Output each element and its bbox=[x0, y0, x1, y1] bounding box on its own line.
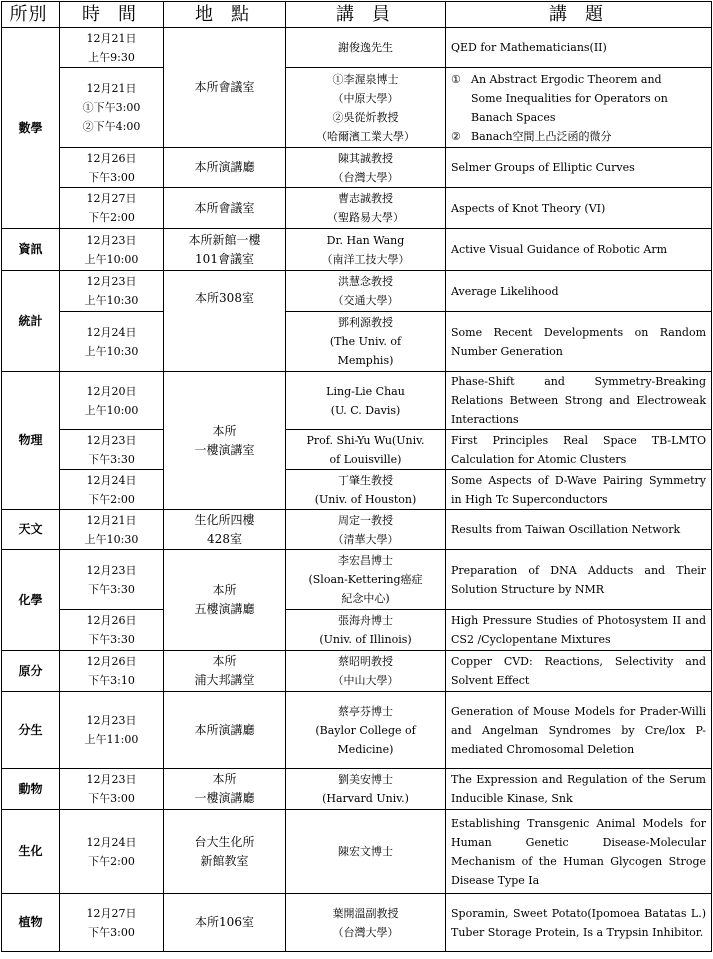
institute-cell: 生化 bbox=[2, 810, 60, 894]
institute-cell: 天文 bbox=[2, 510, 60, 550]
topic-cell: Generation of Mouse Models for Prader-Willi and Angelman Syndromes by Cre/lox P-mediated Chromosomal Deletion bbox=[446, 692, 712, 769]
time-cell: 12月23日 上午10:00 bbox=[60, 229, 164, 271]
topic-cell: QED for Mathematicians(II) bbox=[446, 28, 712, 68]
table-row bbox=[2, 312, 712, 372]
time-cell: 12月26日 下午3:30 bbox=[60, 610, 164, 651]
institute-cell: 統計 bbox=[2, 271, 60, 372]
topic-cell: Average Likelihood bbox=[446, 271, 712, 312]
speaker-cell: 蔡亭芬博士 (Baylor College of Medicine) bbox=[286, 692, 446, 769]
topic-cell: Results from Taiwan Oscillation Network bbox=[446, 510, 712, 550]
time-cell: 12月21日 上午10:30 bbox=[60, 510, 164, 550]
speaker-cell: 張海舟博士 (Univ. of Illinois) bbox=[286, 610, 446, 651]
topic-cell: Copper CVD: Reactions, Selectivity and Solvent Effect bbox=[446, 651, 712, 692]
table-row bbox=[2, 769, 712, 810]
institute-cell: 資訊 bbox=[2, 229, 60, 271]
place-cell: 本所演講廳 bbox=[164, 148, 286, 188]
table-row bbox=[2, 68, 712, 148]
place-cell: 本所新館一樓 101會議室 bbox=[164, 229, 286, 271]
table-row bbox=[2, 28, 712, 68]
institute-cell: 原分 bbox=[2, 651, 60, 692]
time-cell: 12月23日 下午3:00 bbox=[60, 769, 164, 810]
time-cell: 12月20日 上午10:00 bbox=[60, 372, 164, 430]
table-row bbox=[2, 550, 712, 610]
place-cell: 本所 一樓演講室 bbox=[164, 372, 286, 510]
speaker-cell: 丁肇生教授 (Univ. of Houston) bbox=[286, 470, 446, 510]
topic-cell: Some Recent Developments on Random Number Generation bbox=[446, 312, 712, 372]
table-row bbox=[2, 470, 712, 510]
time-cell: 12月27日 下午2:00 bbox=[60, 188, 164, 229]
time-cell: 12月23日 上午10:30 bbox=[60, 271, 164, 312]
topic-cell bbox=[446, 68, 712, 148]
speaker-cell: 陳其誠教授 （台灣大學） bbox=[286, 148, 446, 188]
header-topic: 講題 bbox=[446, 2, 712, 28]
time-cell: 12月24日 下午2:00 bbox=[60, 470, 164, 510]
topic-cell: High Pressure Studies of Photosystem II and CS2 /Cyclopentane Mixtures bbox=[446, 610, 712, 651]
topic-cell: Active Visual Guidance of Robotic Arm bbox=[446, 229, 712, 271]
time-cell: 12月24日 下午2:00 bbox=[60, 810, 164, 894]
institute-cell: 數學 bbox=[2, 28, 60, 229]
topic-item: ① An Abstract Ergodic Theorem and bbox=[451, 72, 662, 86]
table-row bbox=[2, 430, 712, 470]
institute-cell: 物理 bbox=[2, 372, 60, 510]
topic-cell: The Expression and Regulation of the Serum Inducible Kinase, Snk bbox=[446, 769, 712, 810]
table-row bbox=[2, 651, 712, 692]
topic-item-line: Banach Spaces bbox=[471, 110, 556, 124]
table-row bbox=[2, 372, 712, 430]
time-cell: 12月21日 上午9:30 bbox=[60, 28, 164, 68]
institute-cell: 化學 bbox=[2, 550, 60, 651]
speaker-cell: Dr. Han Wang （南洋工技大學） bbox=[286, 229, 446, 271]
topic-cell: Establishing Transgenic Animal Models for Human Genetic Disease-Molecular Mechanism of the Human Glycogen Stroge Disease Type Ia bbox=[446, 810, 712, 894]
time-cell: 12月24日 上午10:30 bbox=[60, 312, 164, 372]
time-cell: 12月27日 下午3:00 bbox=[60, 894, 164, 952]
place-cell: 本所演講廳 bbox=[164, 692, 286, 769]
speaker-cell: Ling-Lie Chau (U. C. Davis) bbox=[286, 372, 446, 430]
speaker-cell: 葉開溫副教授 （台灣大學） bbox=[286, 894, 446, 952]
topic-cell: Sporamin, Sweet Potato(Ipomoea Batatas L.) Tuber Storage Protein, Is a Trypsin Inhibitor. bbox=[446, 894, 712, 952]
time-cell: 12月23日 下午3:30 bbox=[60, 550, 164, 610]
speaker-cell: 周定一教授 （清華大學） bbox=[286, 510, 446, 550]
place-cell: 生化所四樓 428室 bbox=[164, 510, 286, 550]
table-row bbox=[2, 229, 712, 271]
speaker-cell: 謝俊逸先生 bbox=[286, 28, 446, 68]
topic-cell: Some Aspects of D-Wave Pairing Symmetry in High Tc Superconductors bbox=[446, 470, 712, 510]
institute-cell: 植物 bbox=[2, 894, 60, 952]
speaker-cell: 蔡昭明教授 （中山大學） bbox=[286, 651, 446, 692]
speaker-cell: 鄧利源教授 (The Univ. of Memphis) bbox=[286, 312, 446, 372]
topic-cell: Selmer Groups of Elliptic Curves bbox=[446, 148, 712, 188]
header-row bbox=[2, 2, 712, 28]
table-row bbox=[2, 148, 712, 188]
place-cell: 本所 一樓演講廳 bbox=[164, 769, 286, 810]
place-cell: 本所 五樓演講廳 bbox=[164, 550, 286, 651]
topic-item-line: Some Inequalities for Operators on bbox=[471, 91, 668, 105]
table-row bbox=[2, 810, 712, 894]
topic-cell: Phase-Shift and Symmetry-Breaking Relations Between Strong and Electroweak Interactions bbox=[446, 372, 712, 430]
speaker-cell: Prof. Shi-Yu Wu(Univ. of Louisville) bbox=[286, 430, 446, 470]
header-place: 地點 bbox=[164, 2, 286, 28]
seminar-schedule-table bbox=[1, 1, 712, 952]
table-row bbox=[2, 510, 712, 550]
time-cell: 12月26日 下午3:10 bbox=[60, 651, 164, 692]
speaker-cell: 陳宏文博士 bbox=[286, 810, 446, 894]
place-cell: 本所會議室 bbox=[164, 28, 286, 148]
speaker-cell: 劉美安博士 (Harvard Univ.) bbox=[286, 769, 446, 810]
speaker-cell: 洪慧念教授 （交通大學） bbox=[286, 271, 446, 312]
table-row bbox=[2, 188, 712, 229]
place-cell: 本所308室 bbox=[164, 271, 286, 372]
speaker-cell: 曹志誠教授 （聖路易大學） bbox=[286, 188, 446, 229]
time-cell: 12月23日 上午11:00 bbox=[60, 692, 164, 769]
topic-item: ② Banach空間上凸泛函的微分 bbox=[451, 129, 612, 143]
time-cell: 12月26日 下午3:00 bbox=[60, 148, 164, 188]
header-institute: 所別 bbox=[2, 2, 60, 28]
institute-cell: 動物 bbox=[2, 769, 60, 810]
speaker-cell: 李宏昌博士 (Sloan-Kettering癌症 紀念中心) bbox=[286, 550, 446, 610]
table-row bbox=[2, 894, 712, 952]
time-cell: 12月23日 下午3:30 bbox=[60, 430, 164, 470]
header-speaker: 講員 bbox=[286, 2, 446, 28]
header-time: 時間 bbox=[60, 2, 164, 28]
place-cell: 本所會議室 bbox=[164, 188, 286, 229]
speaker-cell: ①李渥泉博士 （中原大學） ②吳從炘教授 （哈爾濱工業大學） bbox=[286, 68, 446, 148]
time-cell: 12月21日 ①下午3:00 ②下午4:00 bbox=[60, 68, 164, 148]
place-cell: 本所106室 bbox=[164, 894, 286, 952]
place-cell: 本所 浦大邦講堂 bbox=[164, 651, 286, 692]
place-cell: 台大生化所 新館教室 bbox=[164, 810, 286, 894]
topic-cell: Preparation of DNA Adducts and Their Solution Structure by NMR bbox=[446, 550, 712, 610]
table-row bbox=[2, 271, 712, 312]
table-row bbox=[2, 610, 712, 651]
table-row bbox=[2, 692, 712, 769]
topic-cell: Aspects of Knot Theory (VI) bbox=[446, 188, 712, 229]
institute-cell: 分生 bbox=[2, 692, 60, 769]
topic-cell: First Principles Real Space TB-LMTO Calculation for Atomic Clusters bbox=[446, 430, 712, 470]
